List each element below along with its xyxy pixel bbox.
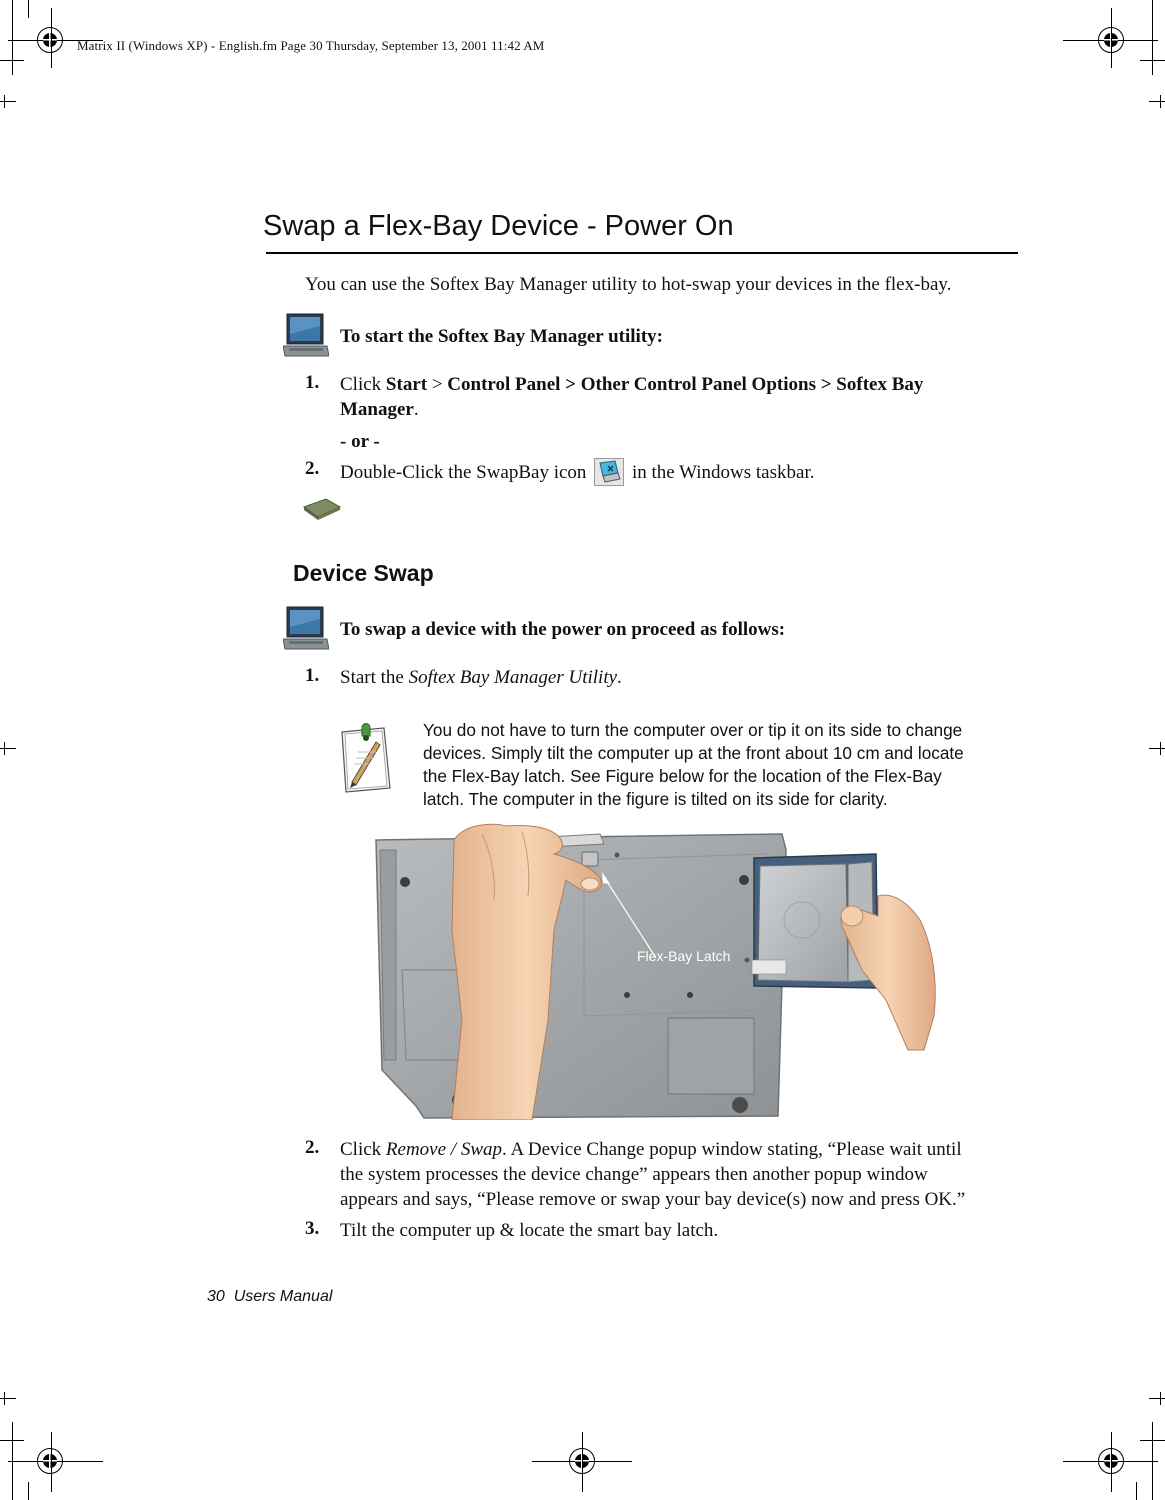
laptop-procedure-icon bbox=[283, 605, 329, 651]
step-swap-1: Start the Softex Bay Manager Utility. bbox=[340, 667, 622, 688]
step-start-utility-1-cont: Manager. bbox=[340, 399, 419, 420]
step-start-utility-2: Double-Click the SwapBay icon in the Windows taskbar. bbox=[340, 458, 814, 486]
title-rule bbox=[266, 252, 1018, 254]
flex-bay-latch-label: Flex-Bay Latch bbox=[637, 948, 731, 964]
remove-swap-command: Remove / Swap bbox=[385, 1139, 502, 1160]
registration-mark-icon bbox=[37, 27, 63, 53]
utility-name: Softex Bay Manager Utility bbox=[408, 667, 618, 688]
step-start-utility-1: Click Start > Control Panel > Other Control Panel Options > Softex Bay bbox=[340, 374, 924, 395]
note-text: You do not have to turn the computer over or tip it on its side to change devices. Simply tilt the computer up at the front about 10 cm and locate the Flex-Bay latch. See Figure below for the location of the Flex-Bay latch. The computer in the figure is tilted on its side for clarity. bbox=[423, 720, 964, 809]
step-swap-2: Click Remove / Swap. A Device Change popup window stating, “Please wait until the system processes the device change” appears then another popup window appears and says, “Please remove or swap your bay device(s) now and press OK.” bbox=[340, 1139, 966, 1210]
page-footer bbox=[207, 1288, 332, 1306]
page-title: Swap a Flex-Bay Device - Power On bbox=[263, 210, 734, 242]
menu-path-manager: Manager bbox=[340, 399, 414, 420]
step-number: 3. bbox=[305, 1218, 320, 1239]
step-number: 1. bbox=[305, 665, 320, 686]
laptop-procedure-icon bbox=[283, 312, 329, 358]
intro-paragraph: You can use the Softex Bay Manager utility to hot-swap your devices in the flex-bay. bbox=[305, 274, 952, 295]
menu-path-start: Start bbox=[385, 374, 428, 395]
note-pencil-icon bbox=[336, 722, 396, 796]
menu-path-control-panel: Control Panel > Other Control Panel Options > Softex Bay bbox=[447, 374, 924, 395]
footer-label: Users Manual bbox=[233, 1288, 333, 1305]
step-swap-3: Tilt the computer up & locate the smart bay latch. bbox=[340, 1220, 719, 1241]
step-number: 2. bbox=[305, 458, 320, 479]
page-number: 30 bbox=[207, 1288, 225, 1305]
subsection-title: Device Swap bbox=[293, 560, 434, 586]
registration-mark-icon bbox=[37, 1448, 63, 1474]
step-number: 2. bbox=[305, 1137, 320, 1158]
swapbay-icon bbox=[594, 458, 624, 486]
flex-bay-device-icon bbox=[302, 497, 342, 521]
step-number: 1. bbox=[305, 372, 320, 393]
or-separator: - or - bbox=[340, 431, 380, 452]
procedure-title-swap-device: To swap a device with the power on proceed as follows: bbox=[340, 619, 786, 640]
file-meta-header: Matrix II (Windows XP) - English.fm Page 30 Thursday, September 13, 2001 11:42 AM bbox=[77, 38, 545, 53]
procedure-title-start-utility: To start the Softex Bay Manager utility: bbox=[340, 326, 663, 347]
flex-bay-latch-figure bbox=[372, 820, 942, 1120]
